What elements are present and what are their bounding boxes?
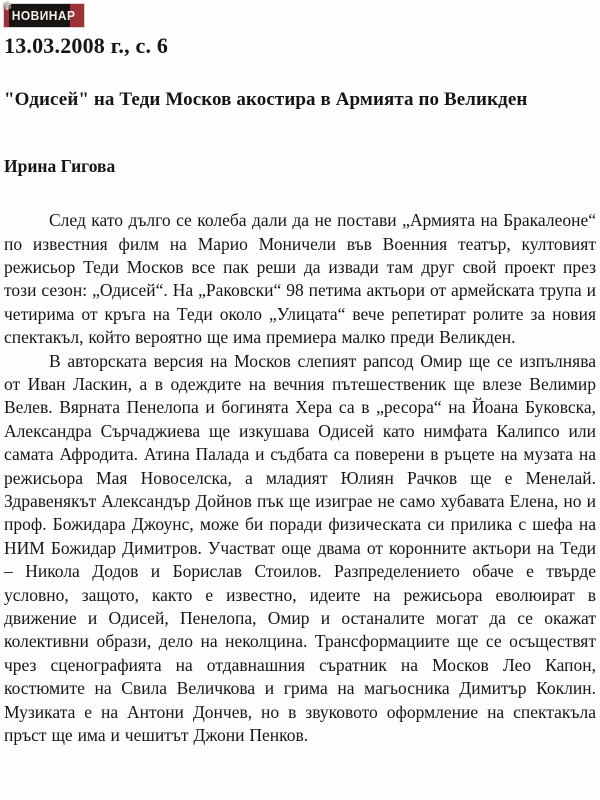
paragraph-2: В авторската версия на Москов слепият рапсод Омир ще се изпълнява от Иван Ласкин, а в одеждите на вечния пътешественик ще влезе Велимир Велев. Вярната Пенелопа и богинята Хера са в „ресора“ на Йоана Буковска, Александра Сърчаджиева ще изкушава Одисей като нимфата Калипсо или самата Афродита. Атина Палада и съдбата са поверени в ръцете на музата на режисьора Мая Новоселска, а младият Юлиян Рачков ще е Менелай. Здравенякът Александър Дойнов пък ще изиграе не само хубавата Елена, но и проф. Божидара Джоунс, може би поради физическата си прилика с шефа на НИМ Божидар Димитров. Участват още двама от коронните актьори на Теди – Никола Додов и Борислав Стоилов. Разпределението обаче е твърде условно, защото, както е известно, идеите на режисьора еволюират в движение и Одисей, Пенелопа, Омир и останалите могат да се окажат колективни образи, дело на неколцина. Трансформациите ще се осъществят чрез сценографията на отдавнашния съратник на Москов Лео Капон, костюмите на Свила Величкова и грима на магьосника Димитър Коклин. Музиката е на Антони Дончев, но в звуковото оформление на спектакъла пръст ще има и чешитът Джони Пенков. [4,350,596,746]
headline: "Одисей" на Теди Москов акостира в Армията по Великден [4,89,528,111]
paragraph-1: След като дълго се колеба дали да не постави „Армията на Бракалеоне“ по известния филм на Марио Моничели във Военния театър, култовият режисьор Теди Москов все пак реши да извади там друг свой проект през този сезон: „Одисей“. На „Раковски“ 98 петима актьори от армейската трупа и четирима от кръга на Теди около „Улицата“ вече репетират ролите за новия спектакъл, който вероятно ще има премиера малко преди Великден. [4,210,596,348]
dateline: 13.03.2008 г., с. 6 [4,33,169,58]
newspaper-logo [2,0,84,27]
logo-text: НОВИНАР [12,8,76,23]
author-byline: Ирина Гигова [4,155,116,176]
logo-crest-icon: ✾ [2,0,13,13]
article-body [4,209,596,747]
